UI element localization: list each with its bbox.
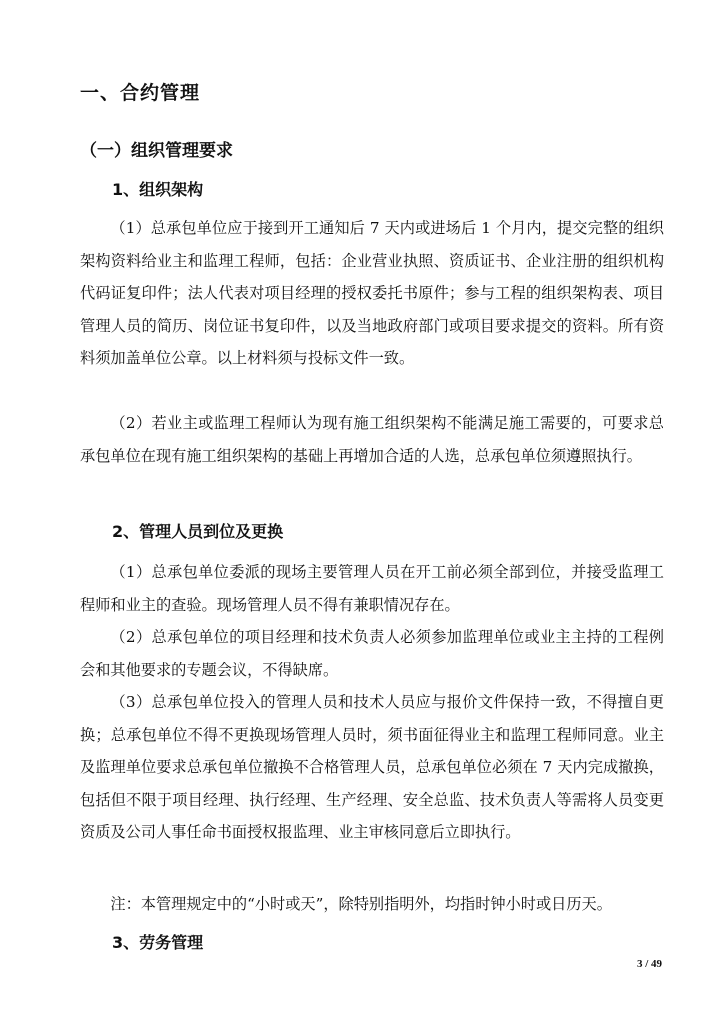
heading-organization-requirements: （一）组织管理要求: [80, 141, 233, 161]
note-paragraph: 注：本管理规定中的“小时或天”，除特别指明外，均指时钟小时或日历天。: [110, 895, 612, 913]
paragraph: （2）总承包单位的项目经理和技术负责人必须参加监理单位或业主主持的工程例会和其他要求的专题会议，不得缺席。: [80, 628, 664, 679]
paragraph: （1）总承包单位委派的现场主要管理人员在开工前必须全部到位，并接受监理工程师和业主的查验。现场管理人员不得有兼职情况存在。: [80, 563, 664, 614]
page-number: 3 / 49: [636, 958, 662, 970]
section-title-personnel: 2、管理人员到位及更换: [112, 522, 284, 541]
paragraph: （3）总承包单位投入的管理人员和技术人员应与报价文件保持一致，不得擅自更换；总承包单位不得不更换现场管理人员时，须书面征得业主和监理工程师同意。业主及监理单位要求总承包单位撤换不合格管理人员，总承包单位必须在 7 天内完成撤换，包括但不限于项目经理、执行经理、生产经理、安全总监、技术负责人等需将人员变更资质及公司人事任命书面授权报监理、业主审核同意后立即执行。: [80, 693, 664, 841]
heading-contract-management: 一、合约管理: [80, 82, 201, 104]
section-title-org-structure: 1、组织架构: [112, 180, 204, 199]
paragraph: （2）若业主或监理工程师认为现有施工组织架构不能满足施工需要的，可要求总承包单位在现有施工组织架构的基础上再增加合适的人选，总承包单位须遵照执行。: [80, 414, 664, 465]
paragraph: （1）总承包单位应于接到开工通知后 7 天内或进场后 1 个月内，提交完整的组织架构资料给业主和监理工程师，包括：企业营业执照、资质证书、企业注册的组织机构代码证复印件；法人代表对项目经理的授权委托书原件；参与工程的组织架构表、项目管理人员的简历、岗位证书复印件，以及当地政府部门或项目要求提交的资料。所有资料须加盖单位公章。以上材料须与投标文件一致。: [80, 219, 664, 367]
section-title-labor: 3、劳务管理: [112, 933, 204, 952]
